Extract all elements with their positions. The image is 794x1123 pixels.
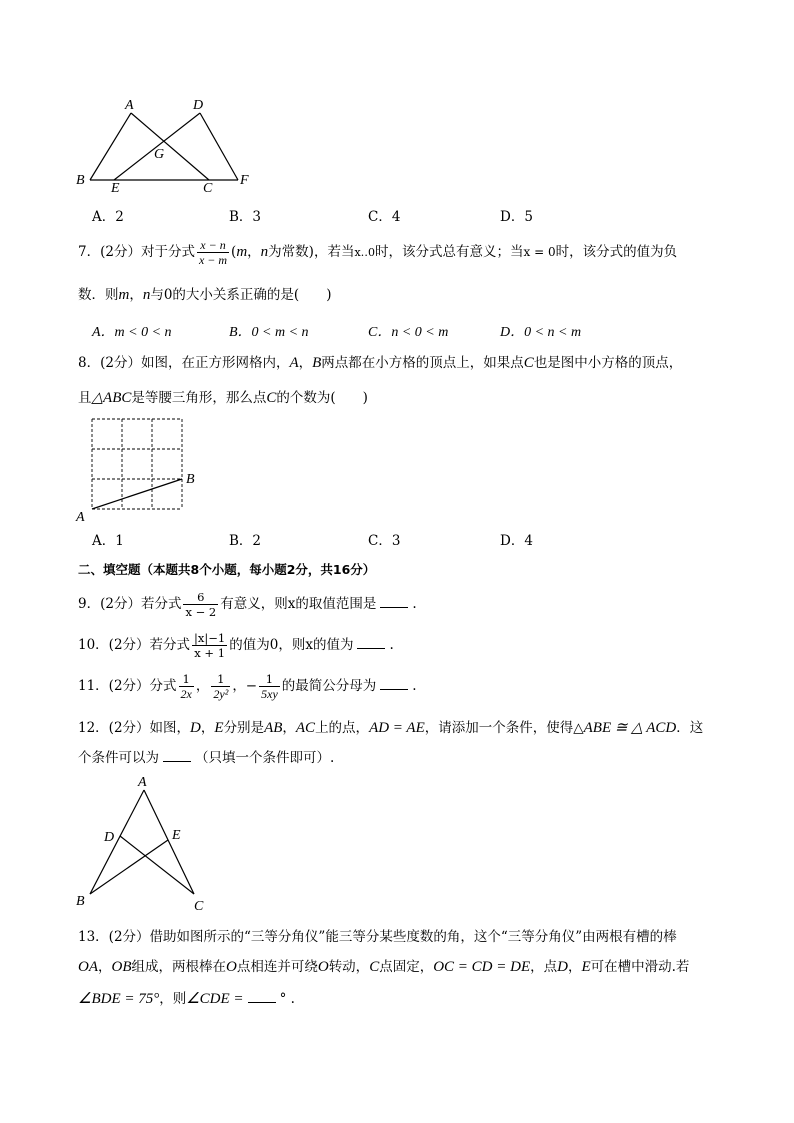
option-d: D．4 bbox=[500, 533, 533, 549]
question-12-line-2: 个条件可以为 （只填一个条件即可）. bbox=[78, 750, 335, 766]
option-a: A．1 bbox=[92, 533, 124, 549]
answer-blank[interactable] bbox=[357, 637, 385, 649]
answer-blank[interactable] bbox=[248, 991, 276, 1003]
fraction: $\frac{x - n}{x - m}$ bbox=[198, 238, 228, 267]
label-A: A bbox=[76, 510, 85, 524]
question-8-line-2: 且△ABC是等腰三角形，那么点C的个数为( ) bbox=[78, 390, 368, 406]
question-7-line-2: 数．则m，n与0的大小关系正确的是( ) bbox=[78, 287, 332, 303]
option-d: D．5 bbox=[500, 209, 533, 225]
label-D: D bbox=[104, 830, 115, 845]
label-G: G bbox=[154, 147, 165, 162]
option-c: C．4 bbox=[368, 209, 401, 225]
question-12-line-1: 12．(2分）如图，D，E分别是AB，AC上的点，AD = AE，请添加一个条件，使得△ABE ≅ △ ACD．这 bbox=[78, 720, 704, 736]
option-a: A．2 bbox=[92, 209, 124, 225]
option-b: B．2 bbox=[229, 533, 262, 549]
label-E: E bbox=[111, 181, 120, 192]
label-A: A bbox=[125, 98, 134, 113]
question-8-line-1: 8．(2分）如图，在正方形网格内，A，B两点都在小方格的顶点上，如果点C也是图中小方格的顶点， bbox=[78, 355, 683, 371]
label-F: F bbox=[240, 173, 249, 188]
label-A: A bbox=[138, 775, 147, 790]
label-B: B bbox=[186, 472, 195, 487]
question-13-line-3: ∠BDE = 75°，则∠CDE = ° . bbox=[78, 991, 295, 1007]
label-C: C bbox=[194, 899, 204, 914]
question-13-line-1: 13．(2分）借助如图所示的“三等分角仪”能三等分某些度数的角，这个“三等分角仪”由两根有槽的棒 bbox=[78, 929, 677, 945]
figure-triangles-abcdef bbox=[70, 92, 260, 192]
label-B: B bbox=[76, 173, 85, 188]
option-b: B．0 < m < n bbox=[229, 325, 309, 340]
option-d: D．0 < n < m bbox=[500, 325, 582, 340]
answer-blank[interactable] bbox=[380, 596, 408, 608]
option-a: A．m < 0 < n bbox=[92, 325, 172, 340]
section-heading: 二、填空题（本题共8个小题，每小题2分，共16分） bbox=[78, 562, 376, 577]
label-D: D bbox=[193, 98, 204, 113]
question-10: 10．(2分）若分式 $\frac{|x|-1}{x + 1}$ 的值为0，则x的值为 . bbox=[78, 631, 394, 660]
option-b: B．3 bbox=[229, 209, 262, 225]
question-7-line-1: 7．(2分）对于分式 $\frac{x - n}{x - m}$ (m，n为常数)，若当x‥0时，该分式总有意义；当x = 0时，该分式的值为负 bbox=[78, 238, 678, 267]
label-B: B bbox=[76, 894, 85, 909]
question-13-line-2: OA，OB组成，两根棒在O点相连并可绕O转动，C点固定，OC = CD = DE，点D，E可在槽中滑动.若 bbox=[78, 959, 690, 975]
label-C: C bbox=[203, 181, 213, 192]
answer-blank[interactable] bbox=[380, 678, 408, 690]
question-11: 11．(2分）分式 $\frac{1}{2x}$ ， $\frac{1}{\text{2y²}}$ ，− $\frac{1}{5xy}$ 的最简公分母为 . bbox=[78, 672, 417, 701]
label-E: E bbox=[172, 828, 181, 843]
question-9: 9．(2分）若分式 $\frac{6}{x - 2}$ 有意义，则x的取值范围是 . bbox=[78, 590, 417, 619]
option-c: C．3 bbox=[368, 533, 401, 549]
answer-blank[interactable] bbox=[163, 750, 191, 762]
figure-grid-ab bbox=[74, 412, 204, 524]
option-c: C．n < 0 < m bbox=[368, 325, 449, 340]
figure-triangle-abc-de bbox=[70, 772, 220, 914]
